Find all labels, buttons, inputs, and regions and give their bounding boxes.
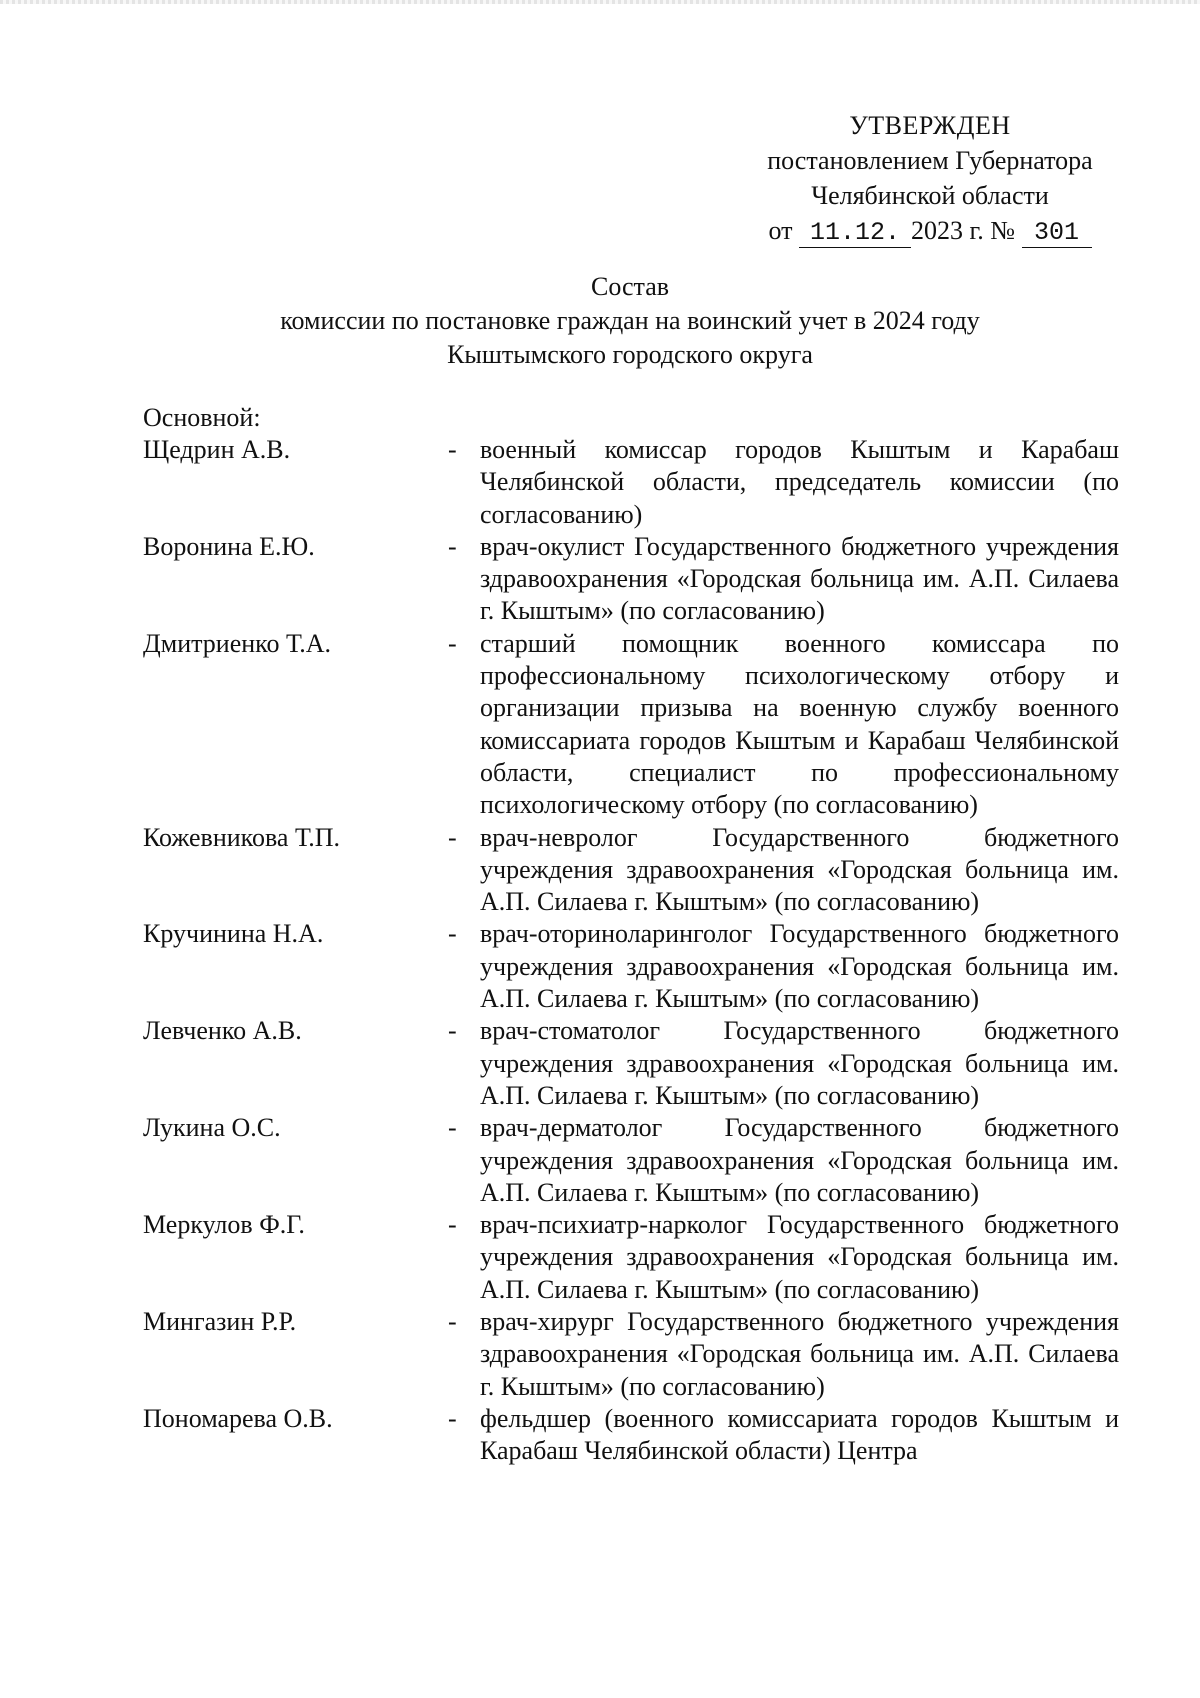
member-name: Левченко А.В. — [143, 1016, 302, 1046]
member-dash: - — [448, 1113, 457, 1143]
member-row — [143, 1306, 1119, 1403]
member-role: врач-невролог Государственного бюджетного учреждения здравоохранения «Городская больница им. А.П. Силаева г. Кыштым» (по согласованию) — [480, 822, 1119, 917]
member-row — [143, 1209, 1119, 1306]
member-dash: - — [448, 531, 457, 561]
member-role: старший помощник военного комиссара по профессиональному психологическому отбору и организации призыва на военную службу военного комиссариата городов Кыштым и Карабаш Челябинской области, специалист по профессиональному психологическому отбору (по согласованию) — [480, 628, 1119, 820]
scan-edge — [0, 0, 1200, 4]
title-line-3: Кыштымского городского округа — [447, 340, 813, 369]
approval-block — [740, 108, 1120, 248]
member-name: Воронина Е.Ю. — [143, 531, 315, 561]
member-row — [143, 434, 1119, 531]
member-role: врач-оториноларинголог Государственного бюджетного учреждения здравоохранения «Городская больница им. А.П. Силаева г. Кыштым» (по согласованию) — [480, 919, 1119, 1014]
member-role: военный комиссар городов Кыштым и Карабаш Челябинской области, председатель комиссии (по согласованию) — [480, 435, 1119, 529]
member-name: Пономарева О.В. — [143, 1403, 333, 1433]
member-row — [143, 1112, 1119, 1209]
member-name: Мингазин Р.Р. — [143, 1307, 297, 1337]
member-dash: - — [448, 1403, 457, 1433]
approval-date-line — [740, 213, 1120, 248]
member-role: врач-хирург Государственного бюджетного учреждения здравоохранения «Городская больница им. А.П. Силаева г. Кыштым» (по согласованию) — [480, 1307, 1119, 1401]
member-row — [143, 822, 1119, 919]
date-value: 11.12. — [799, 219, 911, 248]
member-role: врач-дерматолог Государственного бюджетного учреждения здравоохранения «Городская больница им. А.П. Силаева г. Кыштым» (по согласованию) — [480, 1113, 1119, 1207]
member-list — [143, 434, 1119, 1468]
member-row — [143, 531, 1119, 628]
member-name: Щедрин А.В. — [143, 435, 291, 464]
member-row — [143, 918, 1119, 1015]
title-line-2: комиссии по постановке граждан на воинский учет в 2024 году — [280, 306, 980, 335]
title-line-1: Состав — [590, 272, 670, 301]
document-title — [140, 270, 1120, 372]
member-name: Кручинина Н.А. — [143, 919, 324, 949]
member-name: Лукина О.С. — [143, 1113, 281, 1143]
member-dash: - — [448, 1210, 457, 1240]
member-dash: - — [448, 1307, 457, 1337]
member-name: Дмитриенко Т.А. — [143, 628, 332, 658]
member-dash: - — [448, 919, 457, 949]
member-role: врач-психиатр-нарколог Государственного бюджетного учреждения здравоохранения «Городская больница им. А.П. Силаева г. Кыштым» (по согласованию) — [480, 1210, 1119, 1304]
member-role: врач-окулист Государственного бюджетного учреждения здравоохранения «Городская больница им. А.П. Силаева г. Кыштым» (по согласованию) — [480, 531, 1119, 626]
date-prefix: от — [768, 216, 793, 245]
member-dash: - — [448, 822, 457, 852]
approval-line-1: постановлением Губернатора — [767, 146, 1093, 175]
member-row — [143, 1403, 1119, 1468]
member-row — [143, 1015, 1119, 1112]
member-role: врач-стоматолог Государственного бюджетного учреждения здравоохранения «Городская больница им. А.П. Силаева г. Кыштым» (по согласованию) — [480, 1016, 1119, 1110]
decree-number: 301 — [1022, 219, 1092, 248]
member-dash: - — [448, 628, 457, 658]
member-role: фельдшер (военного комиссариата городов Кыштым и Карабаш Челябинской области) Центра — [480, 1403, 1119, 1466]
member-dash: - — [448, 1016, 457, 1046]
member-name: Кожевникова Т.П. — [143, 822, 341, 852]
member-dash: - — [448, 435, 457, 464]
approval-heading: УТВЕРЖДЕН — [849, 111, 1011, 140]
member-row — [143, 628, 1119, 822]
approval-line-2: Челябинской области — [811, 181, 1049, 210]
date-year: 2023 г. № — [910, 216, 1016, 245]
section-label: Основной: — [143, 403, 261, 432]
member-name: Меркулов Ф.Г. — [143, 1210, 305, 1240]
